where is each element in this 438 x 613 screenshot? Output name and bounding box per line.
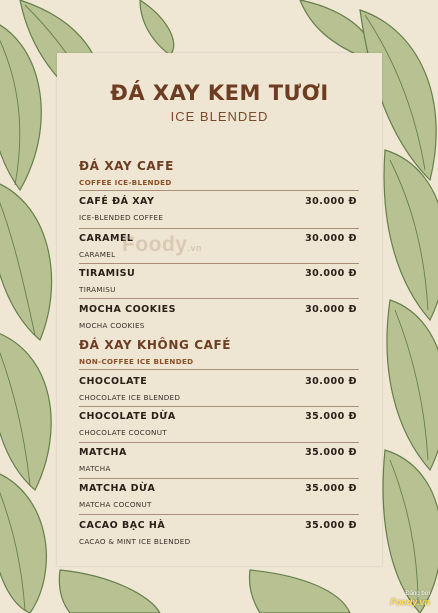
menu-item [79, 411, 359, 445]
divider [79, 442, 359, 443]
section-title-non-coffee: ĐÁ XAY KHÔNG CAFÉ [79, 338, 232, 352]
item-name: CHOCOLATE DỪA [79, 411, 176, 422]
item-price: 35.000 Đ [305, 411, 357, 422]
item-price: 30.000 Đ [305, 268, 357, 279]
menu-subtitle: ICE BLENDED [170, 109, 269, 124]
item-subtitle: CHOCOLATE ICE BLENDED [79, 393, 181, 402]
menu-item [79, 196, 359, 230]
item-price: 35.000 Đ [305, 520, 357, 531]
foody-watermark: Foody.vn [122, 233, 203, 256]
divider [79, 228, 359, 229]
item-subtitle: MATCHA [79, 464, 111, 473]
item-subtitle: MOCHA COOKIES [79, 321, 145, 330]
menu-item [79, 268, 359, 302]
item-subtitle: ICE-BLENDED COFFEE [79, 213, 164, 222]
foody-credit-logo: Đăng bởi Foody.vn [390, 591, 430, 607]
item-price: 30.000 Đ [305, 376, 357, 387]
section-subtitle-coffee: COFFEE ICE-BLENDED [79, 178, 172, 187]
item-price: 30.000 Đ [305, 196, 357, 207]
menu-item [79, 447, 359, 481]
menu-item [79, 483, 359, 517]
item-price: 30.000 Đ [305, 304, 357, 315]
divider [79, 406, 359, 407]
item-subtitle: MATCHA COCONUT [79, 500, 152, 509]
menu-card [57, 53, 382, 566]
section-title-coffee: ĐÁ XAY CAFE [79, 159, 174, 173]
item-price: 30.000 Đ [305, 233, 357, 244]
divider [79, 263, 359, 264]
item-price: 35.000 Đ [305, 483, 357, 494]
menu-item [79, 520, 359, 554]
item-subtitle: CACAO & MINT ICE BLENDED [79, 537, 191, 546]
divider [79, 478, 359, 479]
menu-item [79, 304, 359, 338]
item-subtitle: CARAMEL [79, 250, 116, 259]
divider [79, 514, 359, 515]
menu-item [79, 376, 359, 410]
item-name: MOCHA COOKIES [79, 304, 176, 315]
menu-title: ĐÁ XAY KEM TƯƠI [110, 81, 329, 105]
item-name: CHOCOLATE [79, 376, 148, 387]
item-name: MATCHA [79, 447, 127, 458]
item-name: CACAO BẠC HÀ [79, 520, 166, 531]
menu-item [79, 233, 359, 267]
divider [79, 298, 359, 299]
divider [79, 369, 359, 370]
item-name: CARAMEL [79, 233, 134, 244]
item-subtitle: CHOCOLATE COCONUT [79, 428, 167, 437]
item-name: MATCHA DỪA [79, 483, 156, 494]
item-name: CAFÉ ĐÁ XAY [79, 196, 155, 207]
item-subtitle: TIRAMISU [79, 285, 116, 294]
item-name: TIRAMISU [79, 268, 136, 279]
item-price: 35.000 Đ [305, 447, 357, 458]
divider [79, 190, 359, 191]
section-subtitle-non-coffee: NON-COFFEE ICE BLENDED [79, 357, 194, 366]
